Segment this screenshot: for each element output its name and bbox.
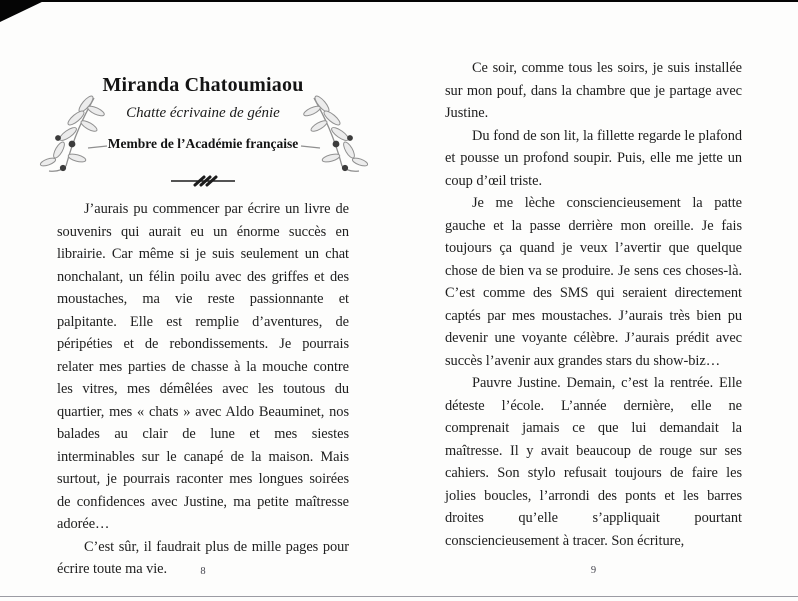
scan-corner-artifact (0, 0, 46, 22)
left-page-text (57, 198, 349, 581)
paragraph: Je me lèche consciencieusement la patte gauche et la passe derrière mon oreille. Je fais toujours ça quand je veux l’avertir que quelque chose de bien va se produire. Je sens ces choses-là. C’est comme des SMS qui seraient directement captés par mes moustaches. J’aurais très bien pu devenir une voyante célèbre. J’aurais prédit avec succès l’avenir aux grandes stars du show-biz… (445, 195, 742, 369)
paragraph: Ce soir, comme tous les soirs, je suis installée sur mon pouf, dans la chambre que je partage avec Justine. (445, 60, 742, 121)
paragraph: J’aurais pu commencer par écrire un livre de souvenirs qui aurait eu un énorme succès en librairie. Car même si je suis seulement un chat nonchalant, un félin poilu avec des griffes et des moustaches, ma vie reste passionnante et palpitante. Elle est remplie d’aventures, de péripéties et de rebondissements. Je pourrais relater mes parties de chasse à la mouche contre les vitres, mes démêlées avec les toutous du quartier, mes « chats » avec Aldo Beauminet, nos balades au clair de lune et mes siestes interminables sur le canapé de la maison. Mais surtout, je pourrais raconter mes longues soirées de confidences avec Justine, ma petite maîtresse adorée… (57, 201, 349, 532)
author-tagline: Chatte écrivaine de génie (126, 105, 280, 121)
olive-branch-icon (36, 88, 108, 174)
right-page-text (445, 57, 742, 552)
olive-branch-icon (300, 88, 372, 174)
author-affiliation: Membre de l’Académie française (107, 136, 299, 151)
page-number-right: 9 (590, 565, 597, 576)
paragraph: Pauvre Justine. Demain, c’est la rentrée. Elle déteste l’école. L’année dernière, elle ne comprenait jamais ce que lui demandait la maîtresse. Il y avait beaucoup de rouge sur ses cahiers. Son stylo refusait toujours de faire les jolies boucles, l’arrondi des ponts et les barres droites qu’elle s’appliquait pourtant consciencieusement à tracer. Son écriture, (445, 375, 742, 549)
scan-edge-bottom (0, 596, 798, 597)
scan-edge-top (0, 0, 798, 2)
author-name: Miranda Chatoumiaou (102, 74, 304, 96)
paragraph: C’est sûr, il faudrait plus de mille pages pour écrire toute ma vie. (57, 538, 349, 577)
page-number-left: 8 (200, 566, 206, 577)
paragraph: Du fond de son lit, la fillette regarde le plafond et pousse un profond soupir. Puis, elle me jette un coup d’œil triste. (445, 127, 742, 189)
rope-knot-divider-icon (171, 174, 235, 188)
